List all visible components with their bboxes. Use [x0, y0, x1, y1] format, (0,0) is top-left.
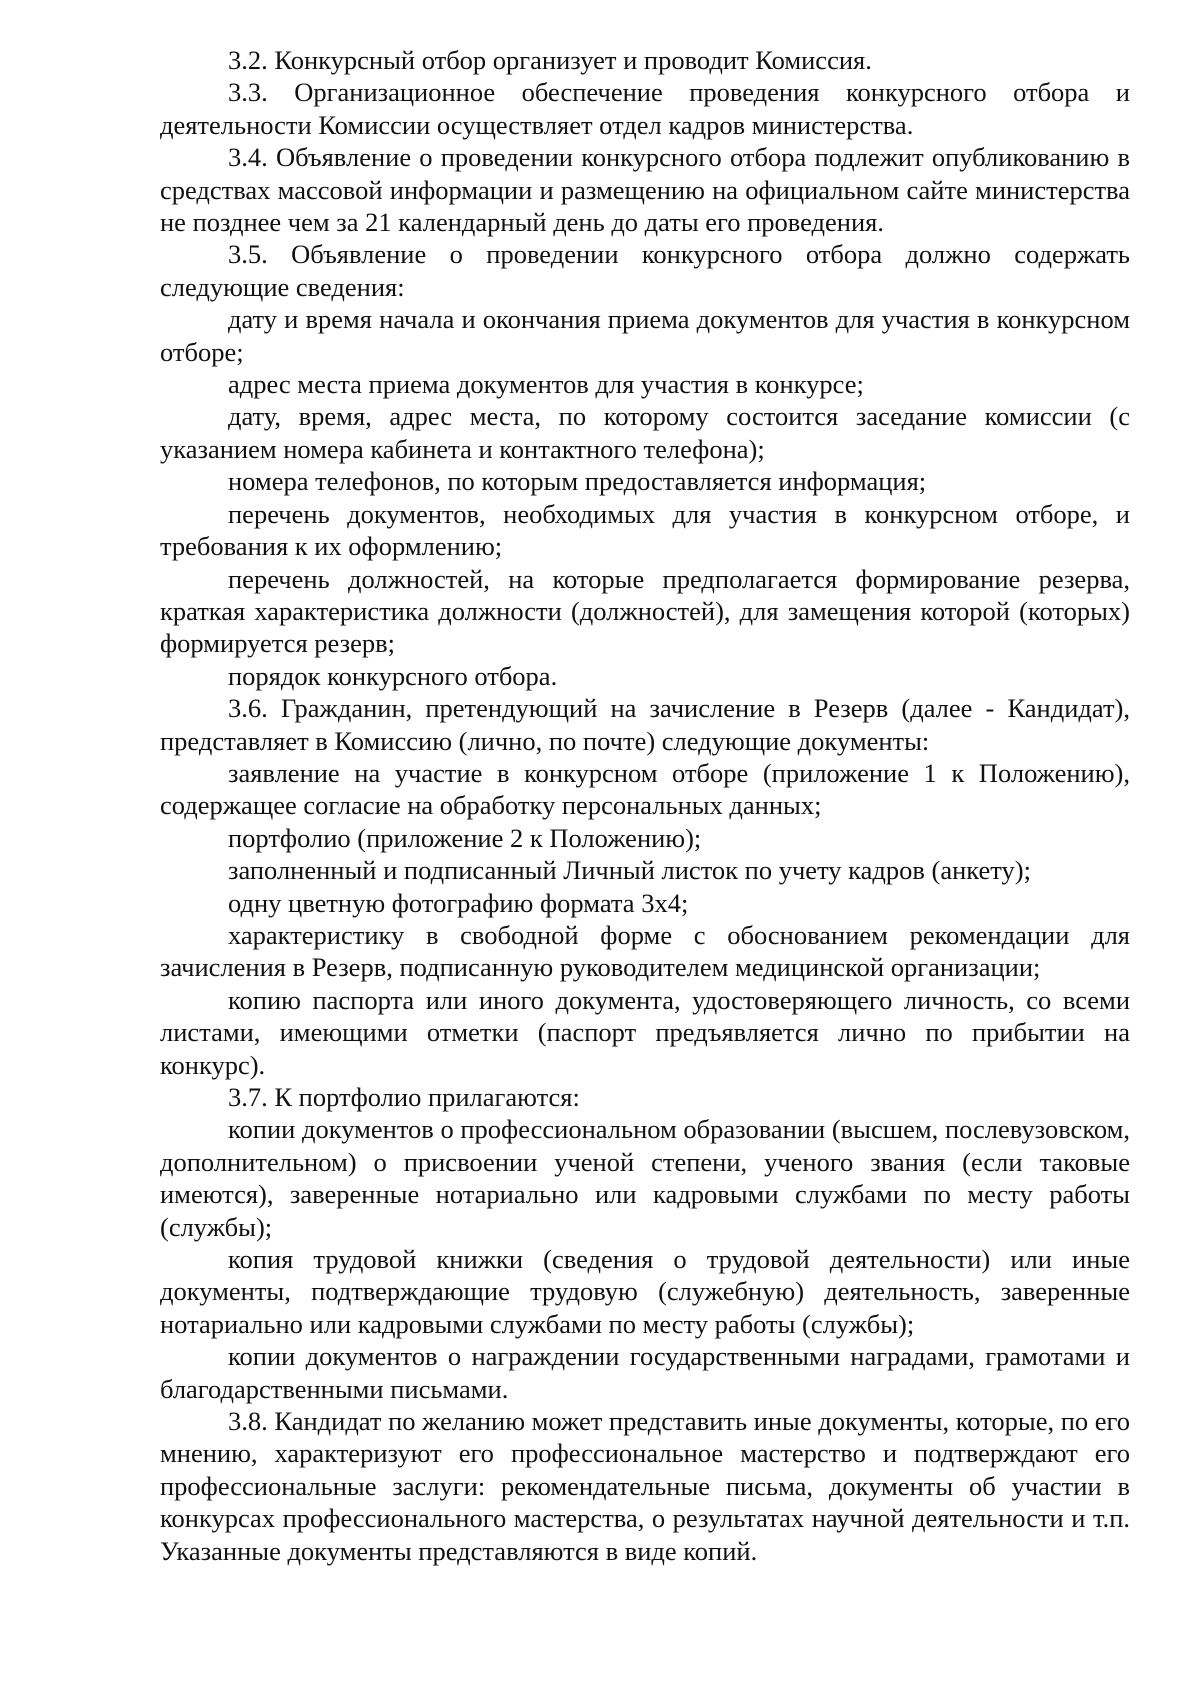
list-item: перечень документов, необходимых для участия в конкурсном отборе, и требования к их оформлению; — [160, 498, 1130, 562]
paragraph-3-8: 3.8. Кандидат по желанию может представить иные документы, которые, по его мнению, характеризуют его профессиональное мастерство и подтверждают его профессиональные заслуги: рекомендательные письма, документы об участии в конкурсах профессионального мастерства, о результатах научной деятельности и т.п. Указанные документы представляются в виде копий. — [160, 1406, 1130, 1566]
paragraph-3-5: 3.5. Объявление о проведении конкурсного отбора должно содержать следующие сведения: — [160, 239, 1130, 302]
paragraph-3-6: 3.6. Гражданин, претендующий на зачисление в Резерв (далее - Кандидат), представляет в Комиссию (лично, по почте) следующие документы: — [160, 693, 1130, 756]
list-item: характеристику в свободной форме с обоснованием рекомендации для зачисления в Резерв, подписанную руководителем медицинской организации; — [160, 919, 1130, 983]
list-item: порядок конкурсного отбора. — [228, 660, 558, 691]
paragraph-3-4: 3.4. Объявление о проведении конкурсного отбора подлежит опубликованию в средствах массовой информации и размещению на официальном сайте министерства не позднее чем за 21 календарный день до даты его проведения. — [160, 142, 1130, 238]
list-item: копию паспорта или иного документа, удостоверяющего личность, со всеми листами, имеющими отметки (паспорт предъявляется лично по прибытии на конкурс). — [160, 984, 1130, 1080]
paragraph-3-2: 3.2. Конкурсный отбор организует и проводит Комиссия. — [228, 45, 872, 75]
list-item: адрес места приема документов для участия в конкурсе; — [228, 369, 864, 400]
document-body — [160, 44, 1130, 1567]
list-item: заявление на участие в конкурсном отборе (приложение 1 к Положению), содержащее согласие на обработку персональных данных; — [160, 757, 1130, 821]
list-item: одну цветную фотографию формата 3х4; — [228, 887, 689, 918]
list-item: дату и время начала и окончания приема документов для участия в конкурсном отборе; — [160, 304, 1130, 367]
list-item: копии документов о награждении государственными наградами, грамотами и благодарственными письмами. — [160, 1341, 1130, 1404]
list-item: портфолио (приложение 2 к Положению); — [228, 822, 702, 853]
list-item: номера телефонов, по которым предоставляется информация; — [228, 466, 927, 497]
paragraph-3-7: 3.7. К портфолио прилагаются: — [228, 1082, 580, 1112]
list-item: дату, время, адрес места, по которому состоится заседание комиссии (с указанием номера кабинета и контактного телефона); — [160, 401, 1130, 464]
paragraph-3-3: 3.3. Организационное обеспечение проведения конкурсного отбора и деятельности Комиссии осуществляет отдел кадров министерства. — [160, 77, 1130, 140]
list-item: копии документов о профессиональном образовании (высшем, послевузовском, дополнительном) о присвоении ученой степени, ученого звания (если таковые имеются), заверенные нотариально или кадровыми службами по месту работы (службы); — [160, 1114, 1130, 1242]
list-item: перечень должностей, на которые предполагается формирование резерва, краткая характеристика должности (должностей), для замещения которой (которых) формируется резерв; — [160, 563, 1130, 659]
list-item: копия трудовой книжки (сведения о трудовой деятельности) или иные документы, подтверждающие трудовую (служебную) деятельность, заверенные нотариально или кадровыми службами по месту работы (службы); — [160, 1244, 1130, 1339]
list-item: заполненный и подписанный Личный листок по учету кадров (анкету); — [228, 855, 1031, 886]
